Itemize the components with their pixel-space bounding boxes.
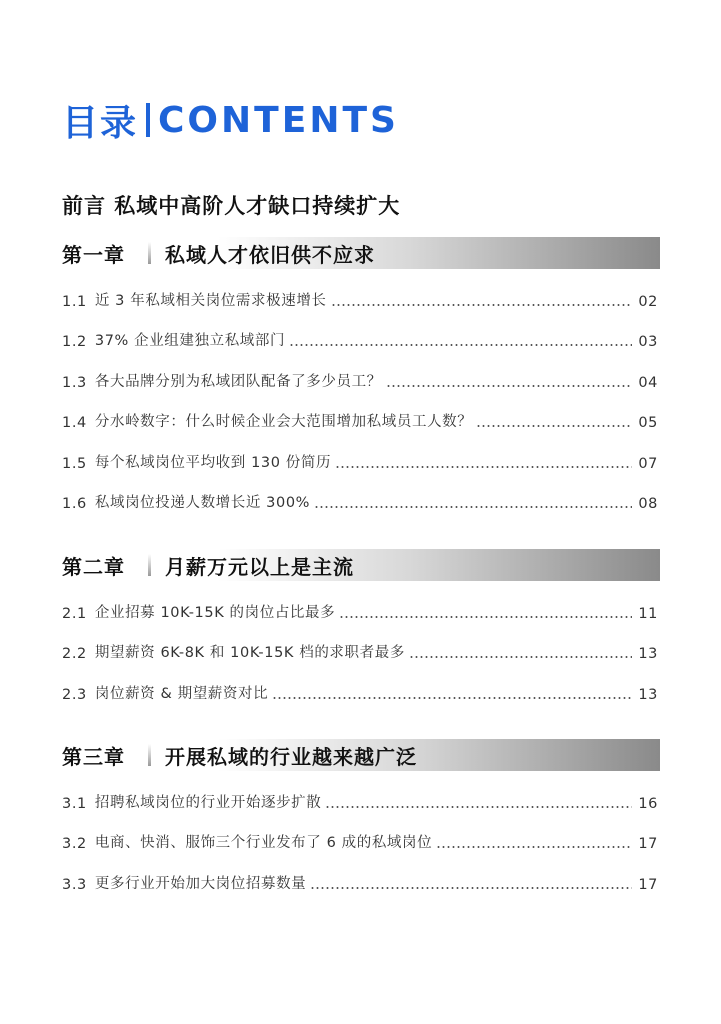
entry-number: 1.3 (62, 375, 87, 391)
title-en: CONTENTS (158, 99, 399, 141)
chapter-number: 第二章 (62, 554, 125, 579)
dot-leader (476, 425, 632, 427)
dot-leader (335, 466, 632, 468)
toc-entry-3-1[interactable] (62, 790, 658, 812)
chapter-separator (148, 242, 151, 264)
dot-leader (314, 506, 632, 508)
entry-number: 1.6 (62, 496, 87, 512)
chapter-title: 月薪万元以上是主流 (165, 554, 354, 579)
toc-entry-2-2[interactable] (62, 640, 658, 662)
entry-text: 企业招募 10K-15K 的岗位占比最多 (94, 605, 336, 621)
entry-text: 招聘私域岗位的行业开始逐步扩散 (94, 795, 322, 811)
dot-leader (409, 656, 632, 658)
chapter-number: 第一章 (62, 242, 125, 267)
entry-page: 13 (638, 687, 658, 703)
dot-leader (331, 304, 633, 306)
page-title (62, 96, 399, 144)
toc-entry-3-2[interactable] (62, 830, 658, 852)
entry-text: 37% 企业组建独立私域部门 (94, 333, 286, 349)
entry-number: 1.2 (62, 334, 87, 350)
entry-number: 3.3 (62, 877, 87, 893)
dot-leader (272, 697, 632, 699)
toc-entry-2-3[interactable] (62, 681, 658, 703)
entry-text: 岗位薪资 & 期望薪资对比 (94, 686, 269, 702)
entry-page: 08 (638, 496, 658, 512)
entry-page: 05 (638, 415, 658, 431)
entry-text: 更多行业开始加大岗位招募数量 (94, 876, 307, 892)
chapter-title: 私域人才依旧供不应求 (165, 242, 375, 267)
entry-text: 分水岭数字：什么时候企业会大范围增加私域员工人数？ (94, 414, 473, 430)
entry-page: 16 (638, 796, 658, 812)
entry-number: 1.1 (62, 294, 87, 310)
toc-entry-2-1[interactable] (62, 600, 658, 622)
toc-entry-1-1[interactable] (62, 288, 658, 310)
title-divider (146, 103, 150, 137)
entry-text: 私域岗位投递人数增长近 300% (94, 495, 311, 511)
entry-page: 13 (638, 646, 658, 662)
dot-leader (325, 806, 632, 808)
dot-leader (289, 344, 632, 346)
entry-text: 期望薪资 6K-8K 和 10K-15K 档的求职者最多 (94, 645, 405, 661)
entry-page: 17 (638, 836, 658, 852)
entry-page: 02 (638, 294, 658, 310)
entry-page: 17 (638, 877, 658, 893)
entry-text: 各大品牌分别为私域团队配备了多少员工？ (94, 374, 382, 390)
entry-text: 每个私域岗位平均收到 130 份简历 (94, 455, 332, 471)
toc-entry-1-5[interactable] (62, 450, 658, 472)
entry-number: 2.2 (62, 646, 87, 662)
entry-page: 03 (638, 334, 658, 350)
chapter-number: 第三章 (62, 744, 125, 769)
toc-entry-1-4[interactable] (62, 409, 658, 431)
entry-page: 11 (638, 606, 658, 622)
chapter-3-header[interactable] (62, 739, 660, 771)
chapter-title: 开展私域的行业越来越广泛 (165, 744, 417, 769)
title-cn: 目录 (62, 102, 139, 144)
entry-page: 07 (638, 456, 658, 472)
entry-number: 1.4 (62, 415, 87, 431)
entry-number: 2.1 (62, 606, 87, 622)
dot-leader (386, 385, 633, 387)
entry-number: 3.2 (62, 836, 87, 852)
dot-leader (310, 887, 632, 889)
entry-number: 3.1 (62, 796, 87, 812)
toc-entry-3-3[interactable] (62, 871, 658, 893)
chapter-2-header[interactable] (62, 549, 660, 581)
chapter-separator (148, 744, 151, 766)
toc-entry-1-3[interactable] (62, 369, 658, 391)
toc-entry-1-2[interactable] (62, 328, 658, 350)
entry-text: 电商、快消、服饰三个行业发布了 6 成的私域岗位 (94, 835, 433, 851)
chapter-1-header[interactable] (62, 237, 660, 269)
dot-leader (339, 616, 632, 618)
entry-number: 1.5 (62, 456, 87, 472)
dot-leader (436, 846, 632, 848)
toc-entry-1-6[interactable] (62, 490, 658, 512)
chapter-separator (148, 554, 151, 576)
preface-link[interactable]: 前言 私域中高阶人才缺口持续扩大 (62, 194, 401, 218)
entry-page: 04 (638, 375, 658, 391)
entry-text: 近 3 年私域相关岗位需求极速增长 (94, 293, 327, 309)
entry-number: 2.3 (62, 687, 87, 703)
